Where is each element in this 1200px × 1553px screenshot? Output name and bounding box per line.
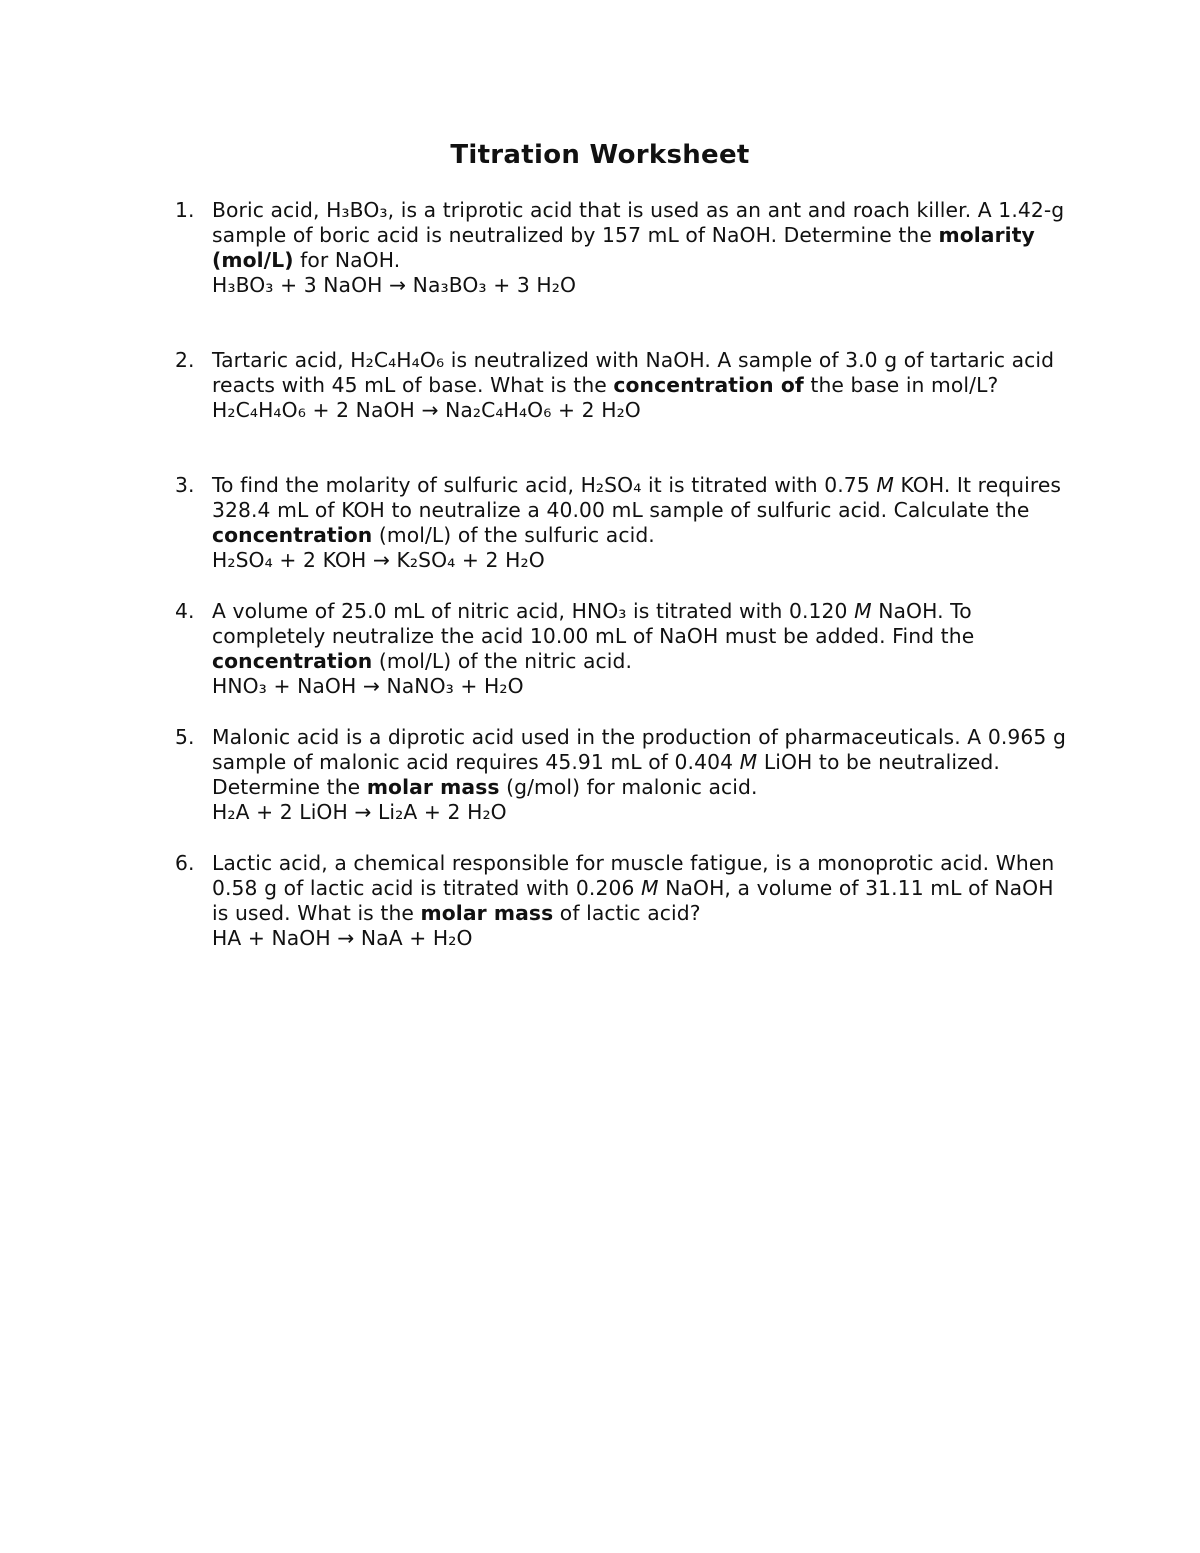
- problem-number: 4.: [175, 599, 195, 623]
- problem-text: NaOH. To completely neutralize the acid 10.00 mL of NaOH must be added. Find the: [212, 599, 975, 648]
- emphasis-term: concentration: [212, 523, 373, 547]
- molarity-symbol: M: [739, 750, 758, 774]
- problem-text: the base in mol/L?: [803, 373, 999, 397]
- problem-2: [175, 348, 1075, 423]
- molarity-symbol: M: [876, 473, 894, 497]
- chemical-formula: HNO₃: [571, 599, 627, 623]
- problem-text: of lactic acid?: [553, 901, 701, 925]
- problem-text: , is a triprotic acid that is used as an ant and roach killer. A 1.42-g sample of boric acid is neutralized by 157 mL of NaOH. Determine the: [212, 198, 1065, 247]
- problem-text: is titrated with 0.120: [626, 599, 855, 623]
- problem-text: it is titrated with 0.75: [641, 473, 877, 497]
- problem-number: 1.: [175, 198, 195, 222]
- chemical-equation: HA + NaOH → NaA + H₂O: [212, 926, 473, 950]
- problem-number: 5.: [175, 725, 195, 749]
- problem-text: A volume of 25.0 mL of nitric acid,: [212, 599, 572, 623]
- problem-text: To find the molarity of sulfuric acid,: [212, 473, 581, 497]
- chemical-equation: HNO₃ + NaOH → NaNO₃ + H₂O: [212, 674, 524, 698]
- problem-6: [175, 851, 1075, 951]
- chemical-equation: H₂A + 2 LiOH → Li₂A + 2 H₂O: [212, 800, 507, 824]
- emphasis-term: molar mass: [420, 901, 554, 925]
- problem-number: 3.: [175, 473, 195, 497]
- problem-text: (g/mol) for malonic acid.: [499, 775, 758, 799]
- chemical-formula: H₃BO₃: [326, 198, 388, 222]
- problem-text: (mol/L) of the sulfuric acid.: [372, 523, 655, 547]
- problem-text: (mol/L) of the nitric acid.: [372, 649, 633, 673]
- emphasis-term: concentration of: [613, 373, 804, 397]
- problem-text: Tartaric acid,: [212, 348, 351, 372]
- problem-text: for NaOH.: [293, 248, 401, 272]
- problem-text: Malonic acid is a diprotic acid used in the production of pharmaceuticals. A 0.965 g sample of malonic acid requires 45.91 mL of 0.404: [212, 725, 1066, 774]
- emphasis-term: molar mass: [366, 775, 500, 799]
- problem-text: Lactic acid, a chemical responsible for muscle fatigue, is a monoprotic acid. When 0.58 g of lactic acid is titrated with 0.206: [212, 851, 1055, 900]
- chemical-equation: H₃BO₃ + 3 NaOH → Na₃BO₃ + 3 H₂O: [212, 273, 577, 297]
- problem-5: [175, 725, 1075, 825]
- problem-text: NaOH, a volume of 31.11 mL of NaOH is used. What is the: [212, 876, 1054, 925]
- molarity-symbol: M: [854, 599, 872, 623]
- problem-text: KOH. It requires 328.4 mL of KOH to neutralize a 40.00 mL sample of sulfuric acid. Calculate the: [212, 473, 1062, 522]
- emphasis-term: molarity (mol/L): [212, 223, 1035, 272]
- problem-text: is neutralized with NaOH. A sample of 3.0 g of tartaric acid reacts with 45 mL of base. What is the: [212, 348, 1055, 397]
- chemical-formula: H₂C₄H₄O₆: [350, 348, 445, 372]
- problem-list: [175, 198, 1075, 951]
- problem-3: [175, 473, 1075, 573]
- problem-number: 6.: [175, 851, 195, 875]
- molarity-symbol: M: [641, 876, 659, 900]
- problem-text: Boric acid,: [212, 198, 327, 222]
- problem-1: [175, 198, 1075, 298]
- problem-number: 2.: [175, 348, 195, 372]
- chemical-equation: H₂C₄H₄O₆ + 2 NaOH → Na₂C₄H₄O₆ + 2 H₂O: [212, 398, 641, 422]
- problem-text: LiOH to be neutralized. Determine the: [212, 750, 1000, 799]
- emphasis-term: concentration: [212, 649, 373, 673]
- chemical-formula: H₂SO₄: [580, 473, 642, 497]
- chemical-equation: H₂SO₄ + 2 KOH → K₂SO₄ + 2 H₂O: [212, 548, 545, 572]
- problem-4: [175, 599, 1075, 699]
- page-title: Titration Worksheet: [450, 140, 750, 170]
